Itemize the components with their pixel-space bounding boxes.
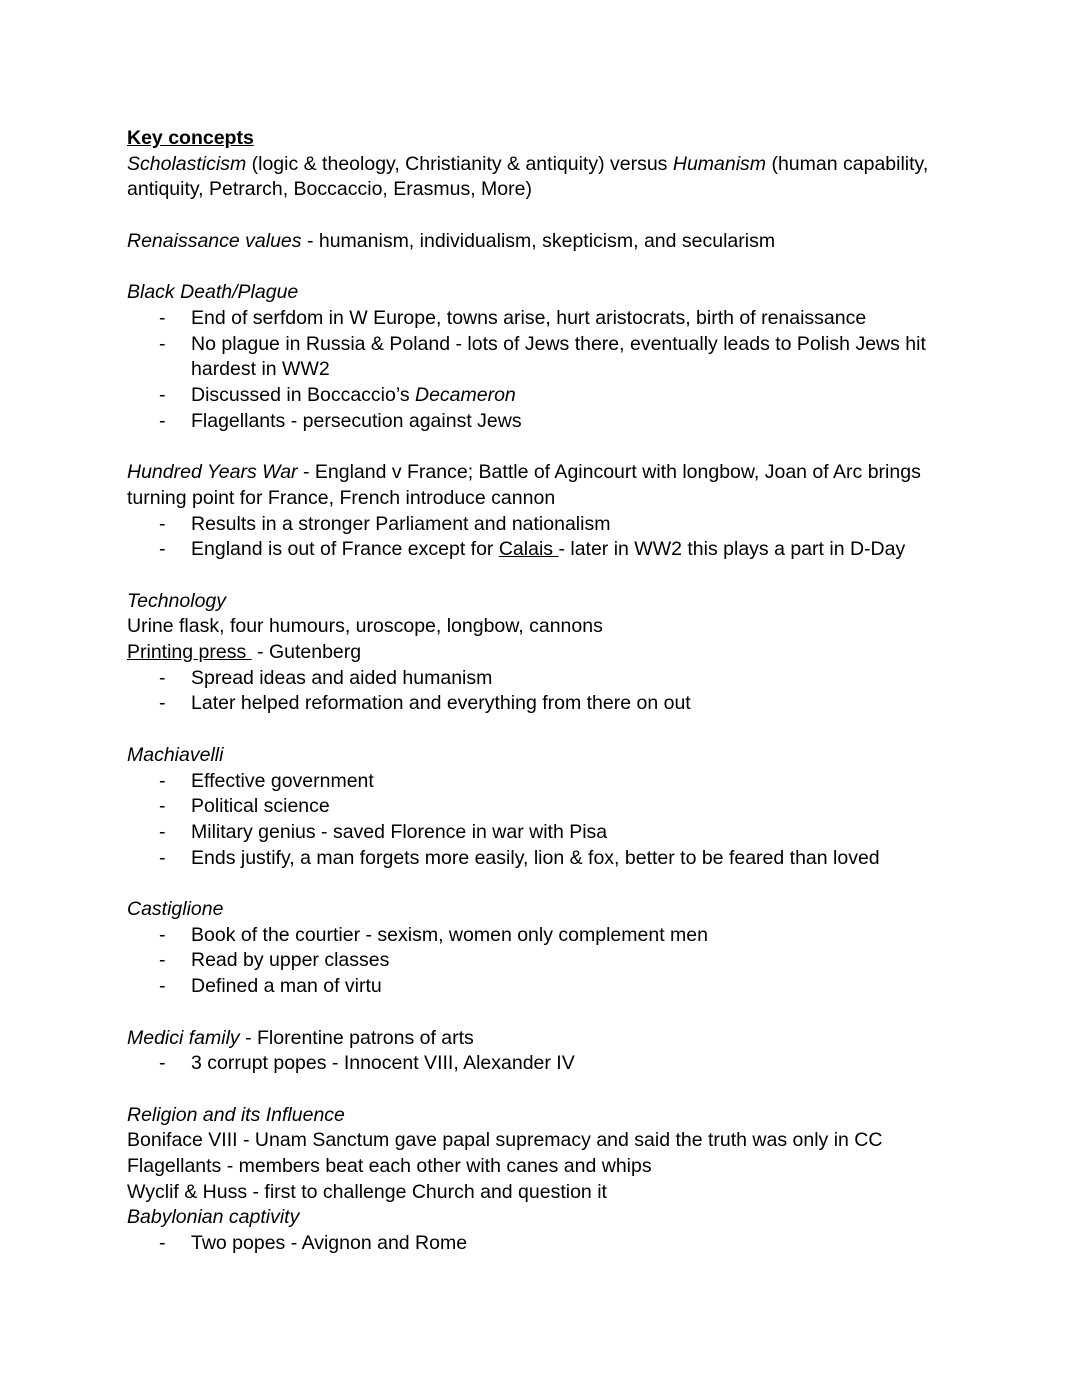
bullet-dash-marker: -	[159, 409, 166, 432]
empty-line	[127, 871, 953, 897]
bullet-text	[191, 1051, 953, 1077]
text-run: Later helped reformation and everything from there on out	[191, 692, 691, 715]
bullet-dash-marker: -	[159, 975, 166, 998]
bullet-text	[191, 332, 953, 383]
bullet-text	[191, 666, 953, 692]
bullet-item	[127, 383, 953, 409]
bullet-dash-marker: -	[159, 692, 166, 715]
paragraph	[127, 1128, 953, 1154]
paragraph	[127, 1154, 953, 1180]
paragraph	[127, 229, 953, 255]
text-run: Read by upper classes	[191, 949, 390, 972]
text-run: Flagellants - members beat each other with canes and whips	[127, 1155, 652, 1177]
bullet-text	[191, 306, 953, 332]
bullet-dash-marker: -	[159, 923, 166, 946]
bullet-item	[127, 820, 953, 846]
text-run: - Florentine patrons of arts	[239, 1026, 474, 1049]
text-run: Technology	[127, 589, 227, 612]
text-run: - humanism, individualism, skepticism, and secularism	[301, 229, 776, 252]
text-run: Renaissance values	[127, 229, 302, 252]
bullet-text	[191, 691, 953, 717]
text-run: - later in WW2 this plays a part in D-Day	[558, 538, 906, 561]
text-run: Urine flask, four humours, uroscope, longbow, cannons	[127, 615, 603, 638]
text-run: 3 corrupt popes - Innocent VIII, Alexander IV	[191, 1052, 575, 1075]
text-run: Book of the courtier - sexism, women only complement men	[191, 923, 708, 946]
bullet-dash-marker: -	[159, 769, 166, 792]
paragraph	[127, 152, 953, 203]
bullet-item	[127, 974, 953, 1000]
paragraph	[127, 743, 953, 769]
bullet-text	[191, 1231, 953, 1257]
bullet-dash-marker: -	[159, 795, 166, 818]
text-run: Political science	[191, 795, 330, 818]
text-run: Boniface VIII - Unam Sanctum gave papal supremacy and said the truth was only in CC	[127, 1129, 883, 1152]
bullet-text	[191, 383, 953, 409]
bullet-item	[127, 306, 953, 332]
paragraph	[127, 614, 953, 640]
text-run: Two popes - Avignon and Rome	[191, 1232, 468, 1255]
paragraph	[127, 1026, 953, 1052]
empty-line	[127, 434, 953, 460]
bullet-dash-marker: -	[159, 512, 166, 535]
text-run: (human capability, antiquity, Petrarch, Boccaccio, Erasmus, More)	[127, 152, 934, 201]
text-run: Wyclif & Huss - first to challenge Church and question it	[127, 1180, 607, 1203]
text-run: Discussed in Boccaccio’s	[191, 384, 415, 406]
bullet-item	[127, 332, 953, 383]
paragraph	[127, 460, 953, 511]
bullet-text	[191, 820, 953, 846]
bullet-dash-marker: -	[159, 1052, 166, 1075]
empty-line	[127, 1000, 953, 1026]
bullet-item	[127, 1231, 953, 1257]
text-run: Printing press	[127, 641, 252, 663]
text-run: Religion and its Influence	[127, 1103, 345, 1126]
bullet-item	[127, 948, 953, 974]
bullet-item	[127, 1051, 953, 1077]
paragraph	[127, 897, 953, 923]
text-run: - Gutenberg	[251, 641, 362, 663]
text-run: England is out of France except for	[191, 538, 499, 561]
bullet-dash-marker: -	[159, 820, 166, 843]
text-run: Effective government	[191, 769, 374, 792]
text-run: Humanism	[672, 152, 767, 175]
bullet-text	[191, 923, 953, 949]
text-run: Hundred Years War	[127, 461, 298, 484]
bullet-item	[127, 512, 953, 538]
bullet-text	[191, 846, 953, 872]
text-run: Black Death/Plague	[127, 281, 299, 304]
text-run: No plague in Russia & Poland - lots of Jews there, eventually leads to Polish Jews hit hardest in WW2	[191, 332, 932, 381]
empty-line	[127, 717, 953, 743]
text-run: Decameron	[414, 384, 516, 406]
text-run: Castiglione	[127, 898, 224, 920]
text-run: Scholasticism	[127, 152, 247, 175]
bullet-dash-marker: -	[159, 332, 166, 355]
bullet-item	[127, 537, 953, 563]
bullet-dash-marker: -	[159, 846, 166, 869]
paragraph	[127, 1103, 953, 1129]
text-run: Babylonian captivity	[127, 1206, 300, 1229]
bullet-item	[127, 923, 953, 949]
bullet-item	[127, 769, 953, 795]
text-run: Ends justify, a man forgets more easily, lion & fox, better to be feared than loved	[191, 846, 880, 869]
text-run: - England v France; Battle of Agincourt with longbow, Joan of Arc brings turning point for France, French introduce cannon	[127, 461, 927, 509]
text-run: Defined a man of virtu	[191, 975, 382, 998]
bullet-item	[127, 794, 953, 820]
bullet-text	[191, 948, 953, 974]
bullet-text	[191, 794, 953, 820]
text-run: Medici family	[127, 1026, 240, 1049]
text-run: Flagellants - persecution against Jews	[191, 409, 522, 432]
empty-line	[127, 255, 953, 281]
text-run: Key concepts	[127, 127, 254, 149]
bullet-text	[191, 974, 953, 1000]
bullet-dash-marker: -	[159, 949, 166, 972]
empty-line	[127, 1077, 953, 1103]
bullet-text	[191, 769, 953, 795]
bullet-text	[191, 409, 953, 435]
text-run: Spread ideas and aided humanism	[191, 666, 493, 689]
bullet-dash-marker: -	[159, 1232, 166, 1255]
bullet-dash-marker: -	[159, 538, 166, 561]
paragraph	[127, 589, 953, 615]
paragraph	[127, 280, 953, 306]
bullet-dash-marker: -	[159, 666, 166, 689]
bullet-item	[127, 666, 953, 692]
empty-line	[127, 563, 953, 589]
text-run: Results in a stronger Parliament and nationalism	[191, 512, 611, 535]
text-run: Military genius - saved Florence in war with Pisa	[191, 820, 608, 843]
text-run: End of serfdom in W Europe, towns arise, hurt aristocrats, birth of renaissance	[191, 306, 867, 329]
text-run: Calais	[498, 538, 559, 561]
section-heading	[127, 126, 953, 152]
bullet-item	[127, 846, 953, 872]
bullet-dash-marker: -	[159, 384, 166, 406]
bullet-dash-marker: -	[159, 306, 166, 329]
bullet-text	[191, 512, 953, 538]
paragraph	[127, 1205, 953, 1231]
bullet-item	[127, 409, 953, 435]
text-run: Machiavelli	[127, 743, 224, 766]
bullet-text	[191, 537, 953, 563]
empty-line	[127, 203, 953, 229]
text-run: (logic & theology, Christianity & antiquity) versus	[246, 152, 673, 175]
paragraph	[127, 640, 953, 666]
paragraph	[127, 1180, 953, 1206]
bullet-item	[127, 691, 953, 717]
